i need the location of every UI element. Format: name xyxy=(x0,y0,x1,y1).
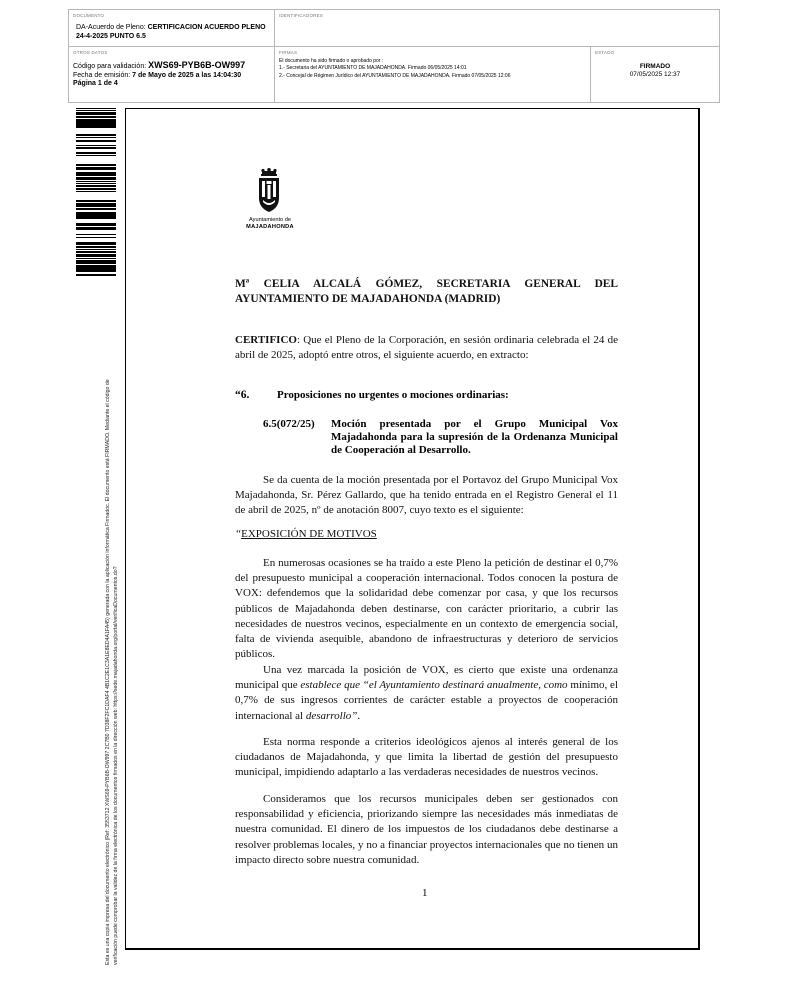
paragraph-4: Esta norma responde a criterios ideológicos ajenos al interés general de los ciudadanos de Majadahonda, y que limita la libertad de gestión del presupuesto municipal, impidiendo adaptarlo a las verdaderas necesidades de nuestros vecinos. xyxy=(235,736,618,779)
barcode-bar xyxy=(76,125,116,126)
crest-line-1: Ayuntamiento de xyxy=(249,217,291,223)
barcode-bar xyxy=(76,140,116,142)
intro-paragraph: Se da cuenta de la moción presentada por el Portavoz del Grupo Municipal Vox Majadahonda, Sr. Pérez Gallardo, que ha tenido entrada en el Registro General el 11 de abril de 2025, nº de anotación 8007, cuyo texto es el siguiente: xyxy=(235,474,618,517)
barcode-bar xyxy=(76,270,116,272)
emission-prefix: Fecha de emisión: xyxy=(73,71,133,79)
barcode-bar xyxy=(76,249,116,250)
barcode-bar xyxy=(76,251,116,253)
barcode-bar xyxy=(76,213,116,216)
documento-cell xyxy=(69,10,275,47)
paragraph-5: Consideramos que los recursos municipales deben ser gestionados con responsabilidad y eficiencia, priorizando siempre las necesidades más inmediatas de nuestra comunidad. El dinero de los impuestos de los ciudadanos debe destinarse a resolver problemas locales, y no a financiar proyectos internacionales que no tienen un impacto directo sobre nuestra comunidad. xyxy=(235,793,618,866)
barcode-bar xyxy=(76,205,116,207)
barcode-bar xyxy=(76,116,116,118)
certifico-label: CERTIFICO xyxy=(235,334,297,346)
barcode-bar xyxy=(76,204,116,205)
barcode-bar xyxy=(76,119,116,120)
barcode-bar xyxy=(76,208,116,210)
motion-code: 6.5(072/25) xyxy=(263,418,315,430)
barcode-bar xyxy=(76,203,116,204)
otros-datos-label: OTROS DATOS xyxy=(73,50,108,55)
certifico-paragraph xyxy=(235,333,618,363)
exposicion-title: EXPOSICIÓN DE MOTIVOS xyxy=(241,528,377,540)
crest-caption xyxy=(234,217,306,231)
firmas-cell xyxy=(275,47,591,102)
page-count: Página 1 de 4 xyxy=(73,80,118,88)
barcode-bar xyxy=(76,274,116,276)
otros-datos-value xyxy=(73,61,245,89)
estado-status: FIRMADO xyxy=(639,63,671,70)
validation-prefix: Código para validación: xyxy=(73,63,149,70)
barcode-bar xyxy=(76,185,116,187)
estado-value xyxy=(591,63,719,79)
document-title: Mª CELIA ALCALÁ GÓMEZ, SECRETARIA GENERAL DEL AYUNTAMIENTO DE MAJADAHONDA (MADRID) xyxy=(235,278,618,306)
paragraph-3-quote-start: establece que “el Ayuntamiento destinará anualmente, como xyxy=(300,679,568,692)
barcode-bar xyxy=(76,123,116,125)
barcode-bar xyxy=(76,244,116,245)
barcode-image xyxy=(76,108,116,276)
barcode-bar xyxy=(76,260,116,263)
documento-label: DOCUMENTO xyxy=(73,13,105,18)
paragraph-3 xyxy=(235,663,618,724)
barcode-bar xyxy=(76,134,116,136)
barcode-bar xyxy=(76,127,116,128)
estado-cell xyxy=(591,47,719,102)
documento-value xyxy=(76,23,271,41)
page-number: 1 xyxy=(422,887,428,899)
validation-line xyxy=(73,61,245,72)
barcode-bar xyxy=(76,223,116,226)
barcode-bar xyxy=(76,147,116,149)
barcode-bar xyxy=(76,164,116,166)
item-number: “6. xyxy=(235,389,250,401)
validation-code: XWS69-PYB6B-OW997 xyxy=(148,60,246,70)
barcode-bar xyxy=(76,227,116,230)
firma-1: 1.- Secretaria del AYUNTAMIENTO DE MAJADAHONDA. Firmado 06/05/2025 14:01 xyxy=(279,65,467,72)
firmas-intro: El documento ha sido firmado o aprobado por : xyxy=(279,58,384,64)
barcode-bar xyxy=(76,242,116,244)
barcode-bar xyxy=(76,137,116,138)
barcode-bar xyxy=(76,120,116,122)
paragraph-3-c: mínimo, el 0,7% de sus ingresos corrientes de carácter estable a proyectos de cooperación internacional al xyxy=(235,679,618,722)
barcode-bar xyxy=(76,188,116,190)
side-text-line-2: verificación puede comprobar la validez de la firma electrónica de los documentos firmados en la dirección web: https://sede.majadahonda.org/portal/verificaDocumentos.do? xyxy=(112,566,119,965)
barcode-bar xyxy=(76,108,116,109)
document-metadata-header xyxy=(68,9,720,103)
barcode-bar xyxy=(76,200,116,201)
item-title: Proposiciones no urgentes o mociones ordinarias: xyxy=(277,389,509,401)
barcode-bar xyxy=(76,183,116,184)
barcode-bar xyxy=(76,113,116,115)
barcode-bar xyxy=(76,254,116,256)
barcode-bar xyxy=(76,181,116,182)
documento-prefix: DA-Acuerdo de Pleno: xyxy=(76,24,148,31)
barcode-bar xyxy=(76,246,116,248)
barcode-bar xyxy=(76,178,116,180)
barcode-bar xyxy=(76,201,116,202)
exposicion-heading xyxy=(235,528,377,540)
side-verification-text xyxy=(105,379,120,965)
crest-line-2: MAJADAHONDA xyxy=(246,224,294,230)
firmas-list xyxy=(279,58,510,80)
firmas-label: FIRMAS xyxy=(279,50,298,55)
estado-label: ESTADO xyxy=(595,50,615,55)
paragraph-3-a: Una vez marcada la posición de VOX, es cierto que existe una ordenanza municipal que xyxy=(235,664,618,692)
motion-title: Moción presentada por el Grupo Municipal Vox Majadahonda para la supresión de la Ordenanza Municipal de Cooperación al Desarrollo. xyxy=(331,418,618,457)
barcode-bar xyxy=(76,216,116,219)
barcode-bar xyxy=(76,258,116,259)
barcode-bar xyxy=(76,152,116,154)
barcode-bar xyxy=(76,122,116,123)
emission-date: 7 de Mayo de 2025 a las 14:04:30 xyxy=(132,71,242,79)
barcode-bar xyxy=(76,263,116,264)
barcode-bar xyxy=(76,172,116,175)
barcode-bar xyxy=(76,175,116,176)
barcode-bar xyxy=(76,155,116,156)
barcode-bar xyxy=(76,177,116,178)
barcode-bar xyxy=(76,267,116,270)
barcode-bar xyxy=(76,126,116,127)
barcode-bar xyxy=(76,112,116,113)
estado-date: 07/05/2025 12:37 xyxy=(629,71,681,78)
paragraph-3-e: . xyxy=(357,709,361,722)
otros-datos-cell xyxy=(69,47,275,102)
side-text-line-1: Esta es una copia impresa del documento electrónico (Ref: 3553712 XWS69-PYB6B-OW997 2C7B0 7D38F2FC1DAF4 4B1C2E1C3A1E8ED4A1FA45) generada con la aplicación informática Firmadoc. El documento está FIRMADO. Mediante el código de xyxy=(105,379,111,965)
identificadores-label: IDENTIFICADORES xyxy=(279,13,324,18)
barcode-bar xyxy=(76,256,116,257)
barcode-bar xyxy=(76,265,116,267)
barcode-bar xyxy=(76,237,116,238)
paragraph-2: En numerosas ocasiones se ha traído a este Pleno la petición de destinar el 0,7% del presupuesto municipal a cooperación internacional. Todos conocen la postura de VOX: defendemos que la solidaridad debe comenzar por casa, y que los recursos públicos de Majadahonda deben destinarse, con carácter prioritario, a cubrir las necesidades de nuestros vecinos, especialmente en un contexto de emergencia social, falta de vivienda asequible, abandono de infraestructuras y deterioro de servicios públicos. xyxy=(235,557,618,661)
certifico-text: : Que el Pleno de la Corporación, en sesión ordinaria celebrada el 24 de abril de 2025, adoptó entre otros, el siguiente acuerdo, en extracto: xyxy=(235,334,618,362)
documento-title: CERTIFICACION ACUERDO PLENO 24-4-2025 PUNTO 6.5 xyxy=(76,24,266,40)
barcode-bar xyxy=(76,191,116,192)
firma-2: 2.- Concejal de Régimen Jurídico del AYUNTAMIENTO DE MAJADAHONDA. Firmado 07/05/2025 12:06 xyxy=(279,72,511,79)
emission-line xyxy=(73,72,245,81)
exposicion-quote: “ xyxy=(235,528,242,540)
barcode-bar xyxy=(76,234,116,235)
identificadores-cell xyxy=(275,10,719,47)
barcode-bar xyxy=(76,110,116,111)
barcode-bar xyxy=(76,212,116,213)
barcode-bar xyxy=(76,145,116,146)
barcode-bar xyxy=(76,167,116,170)
paragraph-3-quote-end: desarrollo” xyxy=(305,709,358,722)
